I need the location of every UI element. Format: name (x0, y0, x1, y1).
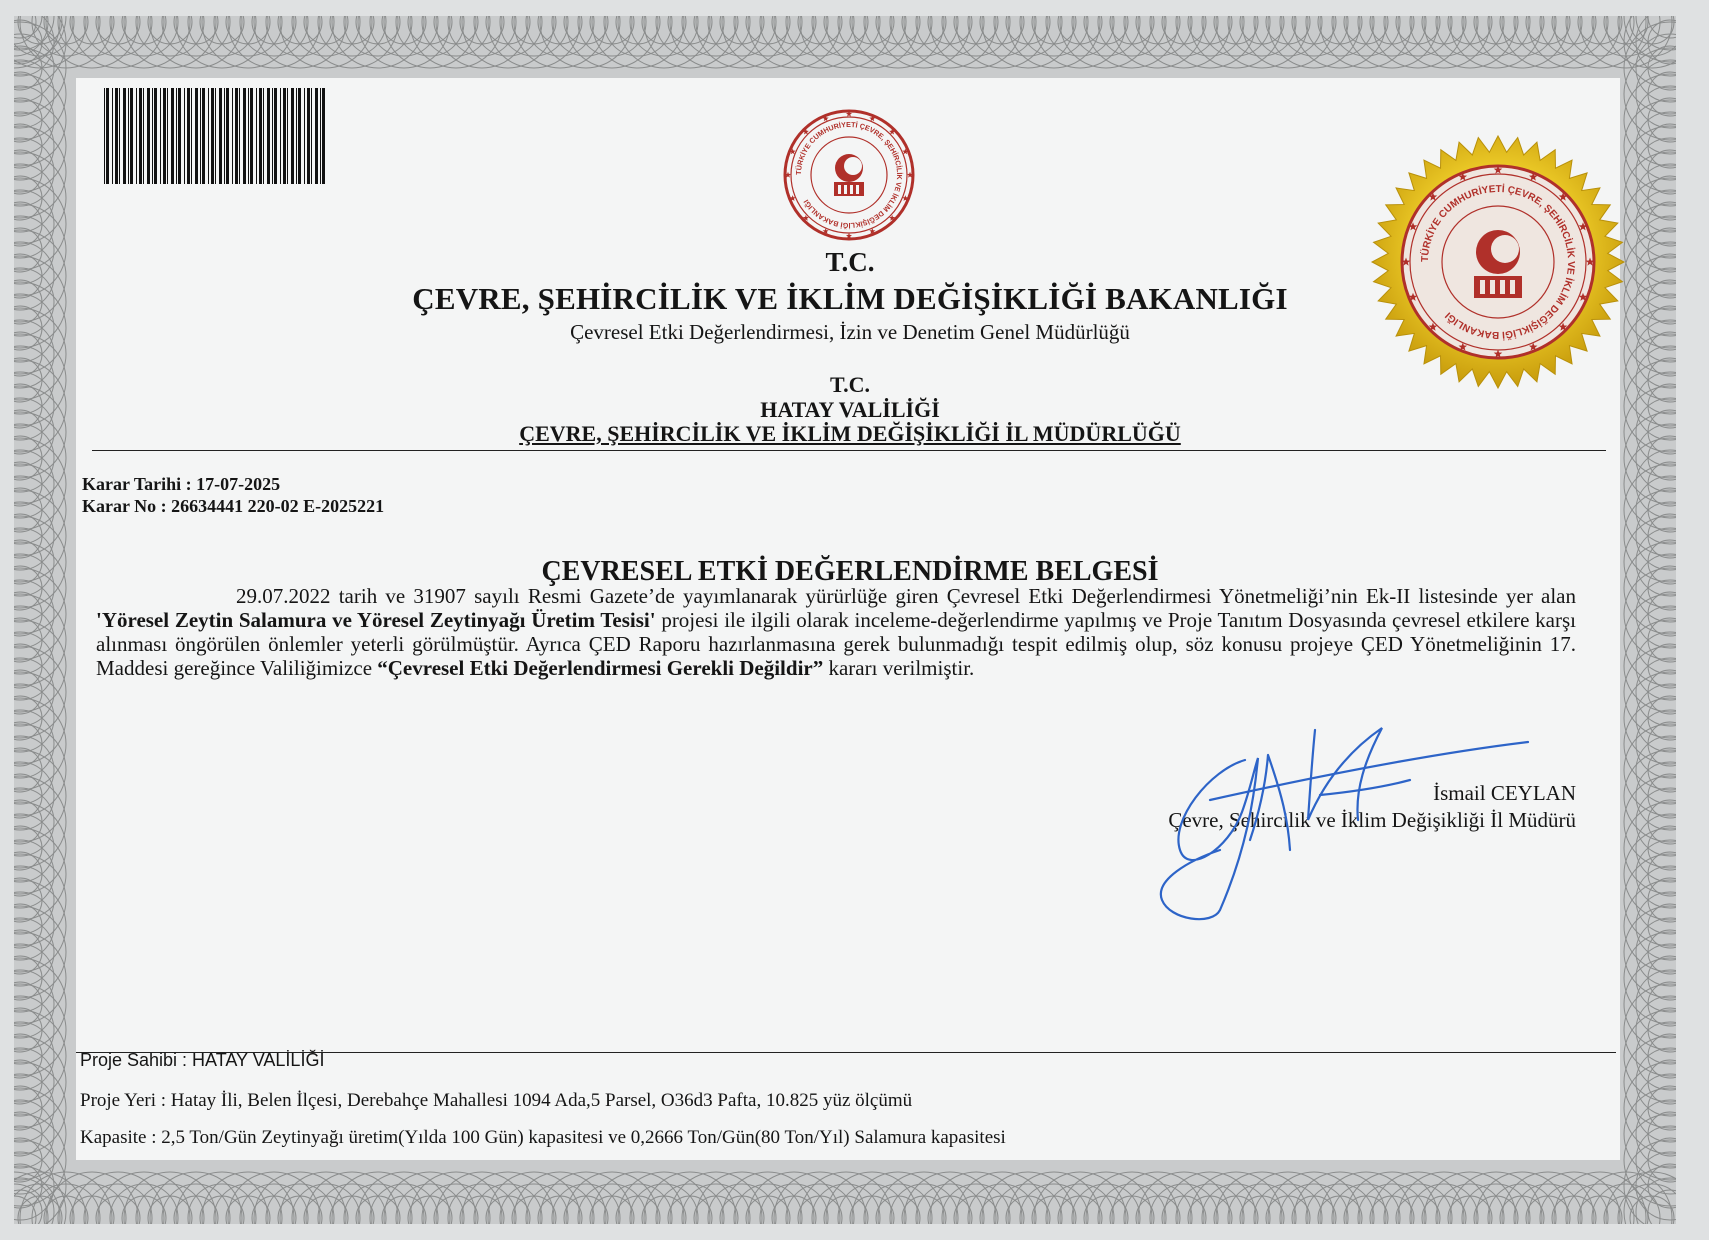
body-part-1: 29.07.2022 tarih ve 31907 sayılı Resmi Gazete’de yayımlanarak yürürlüğe giren Çevresel Etki Değerlendirmesi Yönetmeliği’nin Ek-II listesinde yer alan (236, 584, 1576, 608)
decision-number: Karar No : 26634441 220-02 E-2025221 (82, 496, 385, 516)
svg-text:TÜRKİYE CUMHURİYETİ ÇEVRE, ŞEH: TÜRKİYE CUMHURİYETİ ÇEVRE, ŞEHİRCİLİK VE İKLİM DEĞİŞİKLİĞİ BAKANLIĞI (793, 119, 905, 231)
body-part-3: kararı verilmiştir. (823, 656, 975, 680)
ministry-seal-icon (782, 108, 916, 242)
signer-name: İsmail CEYLAN (1433, 781, 1576, 805)
handwritten-signature-icon (1150, 700, 1550, 930)
header-divider (92, 450, 1606, 451)
decision-phrase: “Çevresel Etki Değerlendirmesi Gerekli Değildir” (377, 656, 824, 680)
project-location: Proje Yeri : Hatay İli, Belen İlçesi, Derebahçe Mahallesi 1094 Ada,5 Parsel, O36d3 Pafta, 10.825 yüz ölçümü (80, 1090, 913, 1111)
provincial-directorate: ÇEVRE, ŞEHİRCİLİK VE İKLİM DEĞİŞİKLİĞİ İL MÜDÜRLÜĞÜ (519, 421, 1181, 446)
document-title: ÇEVRESEL ETKİ DEĞERLENDİRME BELGESİ (541, 556, 1159, 587)
decision-date: Karar Tarihi : 17-07-2025 (82, 474, 281, 494)
barcode-icon (102, 88, 326, 184)
certificate-body (96, 584, 1576, 680)
project-name: 'Yöresel Zeytin Salamura ve Yöresel Zeytinyağı Üretim Tesisi' (96, 608, 656, 632)
gold-embossed-seal-icon (1370, 134, 1626, 390)
body-part-2: projesi ile ilgili olarak inceleme-değerlendirme yapılmış ve Proje Tanıtım Dosyasında çevresel etkilere karşı alınması öngörülen önlemler yeterli görülmüştür. Ayrıca ÇED Raporu hazırlanmasına gerek bulunmadığı tespit edilmiş olup, söz konusu projeye ÇED Yönetmeliğinin 17. Maddesi gereğince Valiliğimizce (96, 608, 1577, 680)
general-directorate: Çevresel Etki Değerlendirmesi, İzin ve Denetim Genel Müdürlüğü (570, 320, 1130, 344)
signer-title: Çevre, Şehircilik ve İklim Değişikliği İl Müdürü (1168, 808, 1576, 832)
project-owner: Proje Sahibi : HATAY VALİLİĞİ (80, 1050, 325, 1070)
svg-text:TÜRKİYE CUMHURİYETİ ÇEVRE, ŞEH: TÜRKİYE CUMHURİYETİ ÇEVRE, ŞEHİRCİLİK VE İKLİM DEĞİŞİKLİĞİ BAKANLIĞI (1419, 183, 1577, 341)
tc-heading: T.C. (825, 247, 875, 277)
project-capacity: Kapasite : 2,5 Ton/Gün Zeytinyağı üretim(Yılda 100 Gün) kapasitesi ve 0,2666 Ton/Gün(80 Ton/Yıl) Salamura kapasitesi (80, 1127, 1006, 1148)
governorship-title: HATAY VALİLİĞİ (760, 397, 940, 422)
ministry-title: ÇEVRE, ŞEHİRCİLİK VE İKLİM DEĞİŞİKLİĞİ BAKANLIĞI (412, 281, 1288, 316)
tc-second-heading: T.C. (830, 372, 870, 397)
